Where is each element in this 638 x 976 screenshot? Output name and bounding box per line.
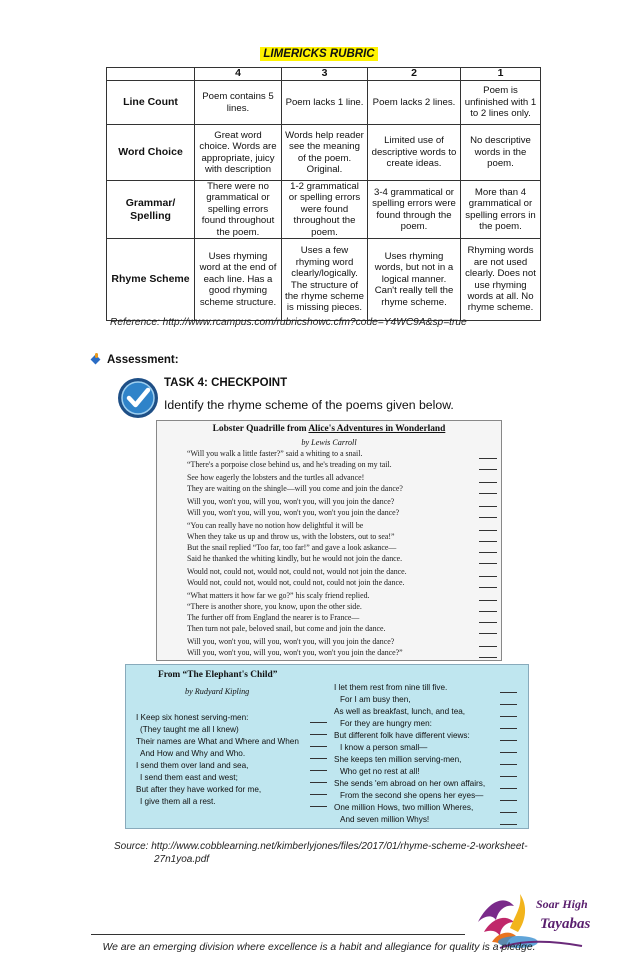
answer-blank[interactable] bbox=[479, 576, 497, 577]
rubric-row-line-count bbox=[107, 81, 541, 125]
answer-blank[interactable] bbox=[500, 812, 517, 813]
bullet-diamond-icon bbox=[91, 355, 101, 365]
poem-line: But after they have worked for me, bbox=[136, 785, 262, 794]
answer-blank[interactable] bbox=[479, 530, 497, 531]
footer-motto: We are an emerging division where excellence is a habit and allegiance for quality is a pledge. bbox=[102, 942, 536, 953]
answer-blank[interactable] bbox=[479, 469, 497, 470]
logo-text-line-2: Tayabas bbox=[540, 916, 591, 932]
answer-blank[interactable] bbox=[479, 506, 497, 507]
poem-line: Will you, won't you, will you, won't you, won't you join the dance?” bbox=[187, 648, 403, 657]
source-citation bbox=[114, 840, 528, 866]
answer-blank[interactable] bbox=[310, 794, 327, 795]
poem-line: She sends 'em abroad on her own affairs, bbox=[334, 779, 486, 788]
lobster-quadrille-poem bbox=[156, 420, 502, 661]
rubric-cell: Poem lacks 1 line. bbox=[282, 81, 368, 125]
poem-line: Will you, won't you, will you, won't you, will you join the dance? bbox=[187, 497, 395, 506]
poem-line: As well as breakfast, lunch, and tea, bbox=[334, 707, 466, 716]
poem-line: Their names are What and Where and When bbox=[136, 737, 299, 746]
answer-blank[interactable] bbox=[500, 692, 517, 693]
answer-blank[interactable] bbox=[500, 752, 517, 753]
rubric-cell: Words help reader see the meaning of the poem. Original. bbox=[282, 125, 368, 181]
elephant-author: by Rudyard Kipling bbox=[185, 687, 250, 696]
poem-line: “There's a porpoise close behind us, and he's treading on my tail. bbox=[187, 460, 392, 469]
rubric-cell: Poem is unfinished with 1 to 2 lines only. bbox=[461, 81, 541, 125]
lobster-title-prefix: Lobster Quadrille from bbox=[212, 424, 309, 434]
rubric-cell: Limited use of descriptive words to create ideas. bbox=[368, 125, 461, 181]
answer-blank[interactable] bbox=[310, 758, 327, 759]
answer-blank[interactable] bbox=[479, 493, 497, 494]
answer-blank[interactable] bbox=[310, 722, 327, 723]
answer-blank[interactable] bbox=[479, 517, 497, 518]
poem-line: I send them east and west; bbox=[140, 773, 238, 782]
answer-blank[interactable] bbox=[500, 704, 517, 705]
poem-line: I send them over land and sea, bbox=[136, 761, 249, 770]
poem-line: When they take us up and throw us, with the lobsters, out to sea!” bbox=[187, 532, 395, 541]
answer-blank[interactable] bbox=[500, 788, 517, 789]
rubric-header-2: 2 bbox=[368, 68, 461, 81]
rubric-header-1: 1 bbox=[461, 68, 541, 81]
poem-line: “There is another shore, you know, upon the other side. bbox=[187, 602, 362, 611]
rubric-table bbox=[106, 67, 541, 321]
poem-line: She keeps ten million serving-men, bbox=[334, 755, 462, 764]
rubric-row-grammar bbox=[107, 181, 541, 239]
rubric-cell: There were no grammatical or spelling errors found throughout the poem. bbox=[195, 181, 282, 239]
poem-line: See how eagerly the lobsters and the turtles all advance! bbox=[187, 473, 365, 482]
rubric-cell: Uses rhyming word at the end of each line. Has a good rhyming scheme structure. bbox=[195, 239, 282, 321]
answer-blank[interactable] bbox=[479, 458, 497, 459]
answer-blank[interactable] bbox=[500, 740, 517, 741]
answer-blank[interactable] bbox=[479, 482, 497, 483]
answer-blank[interactable] bbox=[479, 622, 497, 623]
poem-line: But different folk have different views: bbox=[334, 731, 470, 740]
poem-line: The further off from England the nearer is to France— bbox=[187, 613, 360, 622]
rubric-cell: Uses rhyming words, but not in a logical manner. Can't really tell the rhyme scheme. bbox=[368, 239, 461, 321]
answer-blank[interactable] bbox=[310, 806, 327, 807]
source-line-2: 27n1yoa.pdf bbox=[154, 854, 210, 865]
answer-blank[interactable] bbox=[310, 782, 327, 783]
poem-line: Who get no rest at all! bbox=[340, 767, 420, 776]
rubric-cell: 3-4 grammatical or spelling errors were found through the poem. bbox=[368, 181, 461, 239]
answer-blank[interactable] bbox=[479, 552, 497, 553]
rubric-cell: More than 4 grammatical or spelling errors in the poem. bbox=[461, 181, 541, 239]
footer-rule bbox=[91, 934, 465, 935]
poem-line: From the second she opens her eyes— bbox=[340, 791, 484, 800]
poem-line: They are waiting on the shingle—will you come and join the dance? bbox=[187, 484, 403, 493]
answer-blank[interactable] bbox=[479, 587, 497, 588]
rubric-cell: 1-2 grammatical or spelling errors were found throughout the poem. bbox=[282, 181, 368, 239]
rubric-header-4: 4 bbox=[195, 68, 282, 81]
answer-blank[interactable] bbox=[310, 734, 327, 735]
poem-line: I Keep six honest serving-men: bbox=[136, 713, 249, 722]
poem-line: Then turn not pale, beloved snail, but come and join the dance. bbox=[187, 624, 386, 633]
lobster-author: by Lewis Carroll bbox=[301, 438, 357, 447]
poem-line: “Will you walk a little faster?” said a whiting to a snail. bbox=[187, 449, 363, 458]
answer-blank[interactable] bbox=[500, 776, 517, 777]
poem-line: I let them rest from nine till five. bbox=[334, 683, 448, 692]
poem-line: (They taught me all I knew) bbox=[140, 725, 239, 734]
poem-line: And How and Why and Who. bbox=[140, 749, 246, 758]
source-line-1: Source: http://www.cobblearning.net/kimberlyjones/files/2017/01/rhyme-scheme-2-worksheet- bbox=[114, 841, 528, 852]
answer-blank[interactable] bbox=[479, 541, 497, 542]
poem-line: I know a person small— bbox=[340, 743, 428, 752]
rubric-header-3: 3 bbox=[282, 68, 368, 81]
answer-blank[interactable] bbox=[479, 563, 497, 564]
rubric-cell: Poem lacks 2 lines. bbox=[368, 81, 461, 125]
poem-line: Said he thanked the whiting kindly, but he would not join the dance. bbox=[187, 554, 403, 563]
answer-blank[interactable] bbox=[500, 824, 517, 825]
rubric-cell: Rhyming words are not used clearly. Does not use rhyming words at all. No rhyme scheme. bbox=[461, 239, 541, 321]
answer-blank[interactable] bbox=[500, 800, 517, 801]
answer-blank[interactable] bbox=[479, 646, 497, 647]
task-title: TASK 4: CHECKPOINT bbox=[164, 377, 288, 389]
elephants-child-poem bbox=[125, 664, 529, 829]
answer-blank[interactable] bbox=[310, 746, 327, 747]
poem-line: Will you, won't you, will you, won't you, will you join the dance? bbox=[187, 637, 395, 646]
poem-line: For they are hungry men: bbox=[340, 719, 432, 728]
rubric-title bbox=[0, 44, 638, 62]
criterion-rhyme-scheme: Rhyme Scheme bbox=[107, 239, 195, 321]
answer-blank[interactable] bbox=[479, 633, 497, 634]
rubric-cell: Great word choice. Words are appropriate, juicy with description bbox=[195, 125, 282, 181]
elephant-title: From “The Elephant's Child” bbox=[158, 670, 278, 680]
poem-line: For I am busy then, bbox=[340, 695, 411, 704]
answer-blank[interactable] bbox=[500, 764, 517, 765]
task-instruction: Identify the rhyme scheme of the poems given below. bbox=[164, 398, 454, 412]
poem-line: One million Hows, two million Wheres, bbox=[334, 803, 474, 812]
answer-blank[interactable] bbox=[500, 728, 517, 729]
poem-line: “You can really have no notion how delightful it will be bbox=[187, 521, 364, 530]
poem-line: Would not, could not, would not, could not, could not join the dance. bbox=[187, 578, 405, 587]
poem-line: Will you, won't you, will you, won't you, won't you join the dance? bbox=[187, 508, 400, 517]
answer-blank[interactable] bbox=[310, 770, 327, 771]
rubric-cell: No descriptive words in the poem. bbox=[461, 125, 541, 181]
rubric-row-word-choice bbox=[107, 125, 541, 181]
answer-blank[interactable] bbox=[479, 657, 497, 658]
poem-line: But the snail replied “Too far, too far!” and gave a look askance— bbox=[187, 543, 397, 552]
criterion-line-count: Line Count bbox=[107, 81, 195, 125]
poem-line: I give them all a rest. bbox=[140, 797, 216, 806]
answer-blank[interactable] bbox=[479, 611, 497, 612]
rubric-cell: Uses a few rhyming word clearly/logically. The structure of the rhyme scheme is missing pieces. bbox=[282, 239, 368, 321]
answer-blank[interactable] bbox=[479, 600, 497, 601]
rubric-header-row bbox=[107, 68, 541, 81]
answer-blank[interactable] bbox=[500, 716, 517, 717]
rubric-header-blank bbox=[107, 68, 195, 81]
poem-line: Would not, could not, would not, could not, would not join the dance. bbox=[187, 567, 407, 576]
rubric-row-rhyme-scheme bbox=[107, 239, 541, 321]
lobster-title-link: Alice's Adventures in Wonderland bbox=[308, 424, 446, 434]
criterion-grammar: Grammar/ Spelling bbox=[107, 181, 195, 239]
rubric-title-text: LIMERICKS RUBRIC bbox=[260, 47, 377, 61]
criterion-word-choice: Word Choice bbox=[107, 125, 195, 181]
assessment-heading bbox=[91, 354, 179, 366]
lobster-title bbox=[157, 424, 501, 434]
rubric-cell: Poem contains 5 lines. bbox=[195, 81, 282, 125]
poem-line: And seven million Whys! bbox=[340, 815, 430, 824]
assessment-heading-text: Assessment: bbox=[107, 354, 179, 366]
logo-text-line-1: Soar High bbox=[536, 897, 588, 911]
checkmark-circle-icon bbox=[117, 377, 159, 419]
rubric-reference: Reference: http://www.rcampus.com/rubricshowc.cfm?code=Y4WC9A&sp=true bbox=[110, 317, 467, 328]
poem-line: “What matters it how far we go?” his scaly friend replied. bbox=[187, 591, 370, 600]
